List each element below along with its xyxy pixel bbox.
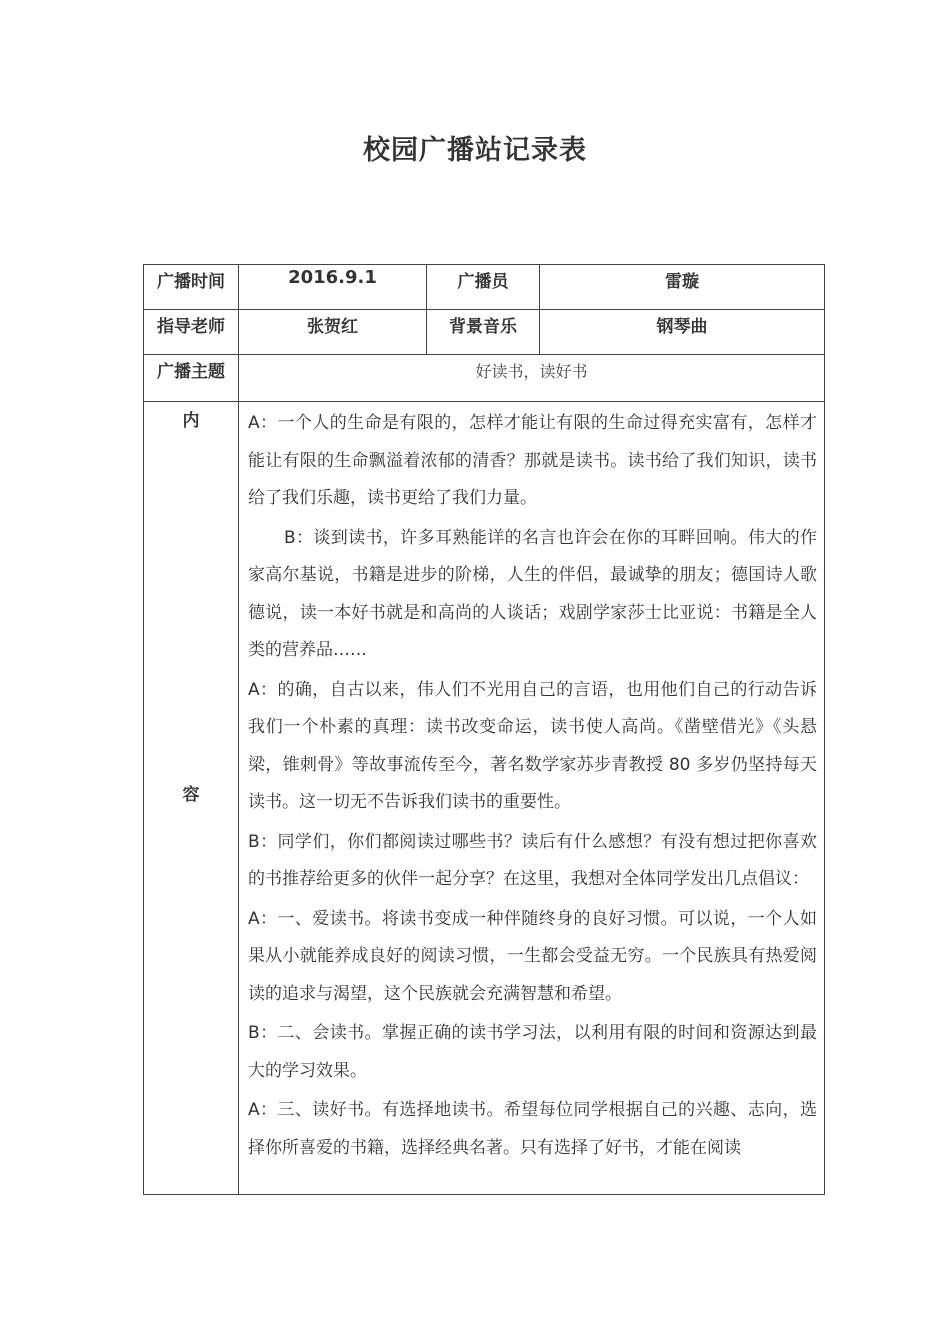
table-row-time (144, 265, 825, 310)
label-announcer: 广播员 (427, 265, 540, 310)
content-paragraph-1: A：一个人的生命是有限的，怎样才能让有限的生命过得充实富有，怎样才能让有限的生命飘溢着浓郁的清香？那就是读书。读书给了我们知识，读书给了我们乐趣，读书更给了我们力量。 (248, 413, 817, 508)
teacher-name: 张贺红 (239, 310, 427, 355)
content-paragraph-2: B：谈到读书，许多耳熟能详的名言也许会在你的耳畔回响。伟大的作家高尔基说，书籍是进步的阶梯，人生的伴侣，最诚挚的朋友；德国诗人歌德说，读一本好书就是和高尚的人谈话；戏剧学家莎士比亚说：书籍是全人类的营养品…… (248, 527, 817, 660)
label-broadcast-time: 广播时间 (144, 265, 239, 310)
broadcast-date: 2016.9.1 (239, 265, 427, 310)
content-paragraph-4: B：同学们，你们都阅读过哪些书？读后有什么感想？有没有想过把你喜欢的书推荐给更多的伙伴一起分享？在这里，我想对全体同学发出几点倡议： (248, 831, 817, 889)
label-content (144, 402, 239, 1195)
table-row-content (144, 402, 825, 1195)
table-row-topic (144, 355, 825, 402)
label-content-char-2: 容 (182, 785, 200, 805)
content-paragraphs (239, 402, 824, 1194)
content-paragraph-5: A：一、爱读书。将读书变成一种伴随终身的良好习惯。可以说，一个人如果从小就能养成良好的阅读习惯，一生都会受益无穷。一个民族具有热爱阅读的追求与渴望，这个民族就会充满智慧和希望。 (248, 908, 817, 1004)
content-paragraph-6: B：二、会读书。掌握正确的读书学习法，以利用有限的时间和资源达到最大的学习效果。 (248, 1023, 817, 1081)
content-paragraph-7: A：三、读好书。有选择地读书。希望每位同学根据自己的兴趣、志向，选择你所喜爱的书籍，选择经典名著。只有选择了好书，才能在阅读 (248, 1100, 817, 1158)
label-topic: 广播主题 (144, 355, 239, 402)
page-title: 校园广播站记录表 (363, 135, 587, 166)
broadcast-topic: 好读书，读好书 (239, 355, 825, 402)
label-teacher: 指导老师 (144, 310, 239, 355)
content-paragraph-3: A：的确，自古以来，伟人们不光用自己的言语，也用他们自己的行动告诉我们一个朴素的真理：读书改变命运，读书使人高尚。《凿壁借光》《头悬梁，锥刺骨》等故事流传至今，著名数学家苏步青教授 80 多岁仍坚持每天读书。这一切无不告诉我们读书的重要性。 (248, 679, 817, 812)
label-background-music: 背景音乐 (427, 310, 540, 355)
table-row-teacher (144, 310, 825, 355)
background-music: 钢琴曲 (540, 310, 825, 355)
content-body (239, 402, 825, 1195)
announcer-name: 雷璇 (540, 265, 825, 310)
label-content-char-1: 内 (182, 411, 200, 431)
broadcast-record-table (143, 264, 825, 1195)
